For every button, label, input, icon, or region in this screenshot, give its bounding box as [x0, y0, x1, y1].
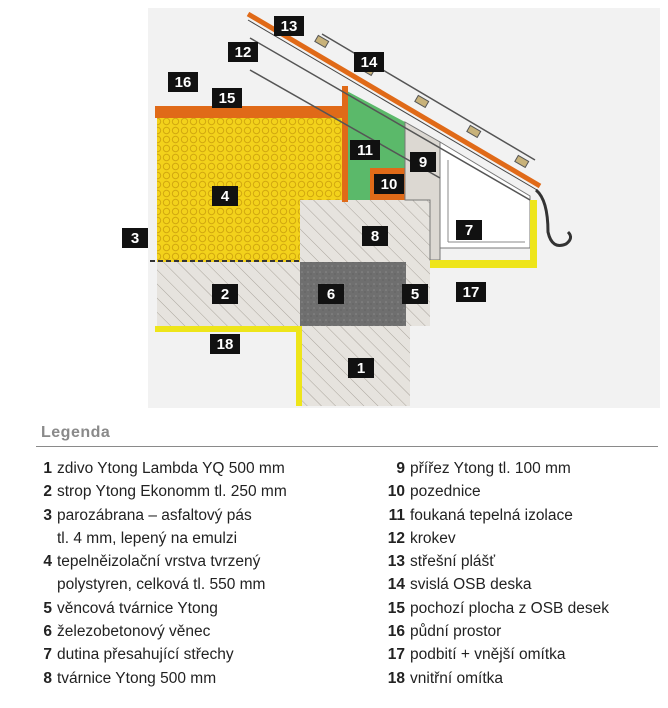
label-12: [228, 42, 258, 62]
label-4: [212, 186, 238, 206]
svg-text:5: 5: [410, 286, 420, 303]
legend-item-text: půdní prostor: [410, 623, 502, 641]
svg-text:3: 3: [130, 230, 140, 247]
legend-item-number: 2: [43, 483, 52, 501]
label-18: [210, 334, 240, 354]
label-17: [456, 282, 486, 302]
legend-item-text: podbití + vnější omítka: [410, 646, 566, 664]
legend-item: [36, 550, 381, 573]
legend-list-left: [36, 457, 381, 690]
legend-item: [381, 527, 658, 550]
legend-item-number: 3: [43, 506, 52, 524]
legend-item-text: tvárnice Ytong 500 mm: [57, 669, 217, 687]
svg-text:16: 16: [174, 74, 192, 91]
svg-text:4: 4: [220, 188, 230, 205]
svg-text:9: 9: [418, 154, 428, 171]
label-1: [348, 358, 374, 378]
legend-item: [36, 597, 381, 620]
legend-item-text: tepelněizolační vrstva tvrzený: [57, 553, 261, 571]
label-13: [274, 16, 304, 36]
legend-item: [381, 504, 658, 527]
legend-item-number: 4: [43, 553, 52, 571]
legend-item-number: 9: [396, 460, 405, 477]
svg-text:15: 15: [218, 90, 236, 107]
legend-item-number: 10: [387, 483, 405, 501]
legend-item-text: střešní plášť: [410, 553, 496, 571]
legend-item-number: 7: [43, 646, 52, 664]
svg-text:6: 6: [326, 286, 336, 303]
svg-text:17: 17: [462, 284, 480, 301]
svg-text:14: 14: [360, 54, 378, 71]
legend-item: [381, 597, 658, 620]
svg-text:7: 7: [464, 222, 474, 239]
legend-item-number: 11: [388, 506, 405, 524]
legend-item: [36, 480, 381, 503]
legend-item: [381, 643, 658, 666]
legend-item-number: 1: [43, 460, 52, 477]
label-3: [122, 228, 148, 248]
legend-item: [36, 573, 381, 596]
legend-item-text: strop Ytong Ekonomm tl. 250 mm: [57, 483, 287, 501]
label-16: [168, 72, 198, 92]
legend-item-number: 14: [387, 576, 405, 594]
svg-text:18: 18: [216, 336, 234, 353]
legend-item-number: 16: [387, 623, 405, 641]
legend-item: [381, 620, 658, 643]
legend-item: [381, 550, 658, 573]
legend-item-text: železobetonový věnec: [57, 623, 211, 641]
legend-title: Legenda: [41, 424, 111, 441]
label-9: [410, 152, 436, 172]
legend-item: [36, 527, 381, 550]
legend-item-text: pochozí plocha z OSB desek: [410, 599, 610, 617]
label-10: [374, 174, 404, 194]
svg-text:1: 1: [356, 360, 366, 377]
legend-item-text: věncová tvárnice Ytong: [57, 599, 218, 617]
legend-item-number: 13: [387, 553, 405, 571]
legend-item-number: 5: [43, 599, 52, 617]
legend-item-number: [36, 573, 52, 596]
legend-item-text: polystyren, celková tl. 550 mm: [57, 576, 266, 594]
label-8: [362, 226, 388, 246]
legend-item-text: tl. 4 mm, lepený na emulzi: [57, 529, 238, 547]
svg-text:8: 8: [370, 228, 380, 245]
legend-item-number: 12: [387, 529, 405, 547]
svg-text:2: 2: [220, 286, 230, 303]
legend-item: [381, 573, 658, 596]
label-2: [212, 284, 238, 304]
legend-item: [36, 504, 381, 527]
legend-item-text: přířez Ytong tl. 100 mm: [410, 460, 571, 477]
legend-item-number: 15: [387, 599, 405, 617]
legend-item: [36, 620, 381, 643]
legend-item-text: dutina přesahující střechy: [57, 646, 234, 664]
legend-item: [381, 457, 658, 480]
legend: [36, 424, 658, 690]
legend-item-number: 6: [43, 623, 52, 641]
legend-item-text: vnitřní omítka: [410, 669, 504, 687]
legend-item-text: pozednice: [410, 483, 481, 501]
legend-item: [36, 667, 381, 690]
legend-item-text: zdivo Ytong Lambda YQ 500 mm: [57, 460, 285, 477]
svg-text:13: 13: [280, 18, 298, 35]
svg-text:12: 12: [234, 44, 252, 61]
svg-text:11: 11: [357, 142, 373, 159]
vertical-osb: [342, 86, 348, 202]
legend-item-text: foukaná tepelná izolace: [410, 506, 573, 524]
legend-item-number: 8: [43, 669, 52, 687]
legend-item-number: 18: [387, 669, 405, 687]
legend-divider: [36, 446, 658, 447]
legend-item: [381, 667, 658, 690]
legend-item: [36, 643, 381, 666]
legend-item: [36, 457, 381, 480]
label-15: [212, 88, 242, 108]
legend-item: [381, 480, 658, 503]
label-5: [402, 284, 428, 304]
legend-item-text: krokev: [410, 529, 456, 547]
legend-item-number: [36, 527, 52, 550]
legend-list-right: [381, 457, 658, 690]
legend-item-number: 17: [387, 646, 405, 664]
legend-item-text: svislá OSB deska: [410, 576, 532, 594]
label-7: [456, 220, 482, 240]
legend-item-text: parozábrana – asfaltový pás: [57, 506, 252, 524]
svg-text:10: 10: [380, 176, 398, 193]
ring-beam: [300, 262, 410, 326]
label-14: [354, 52, 384, 72]
label-11: [350, 140, 380, 160]
label-6: [318, 284, 344, 304]
